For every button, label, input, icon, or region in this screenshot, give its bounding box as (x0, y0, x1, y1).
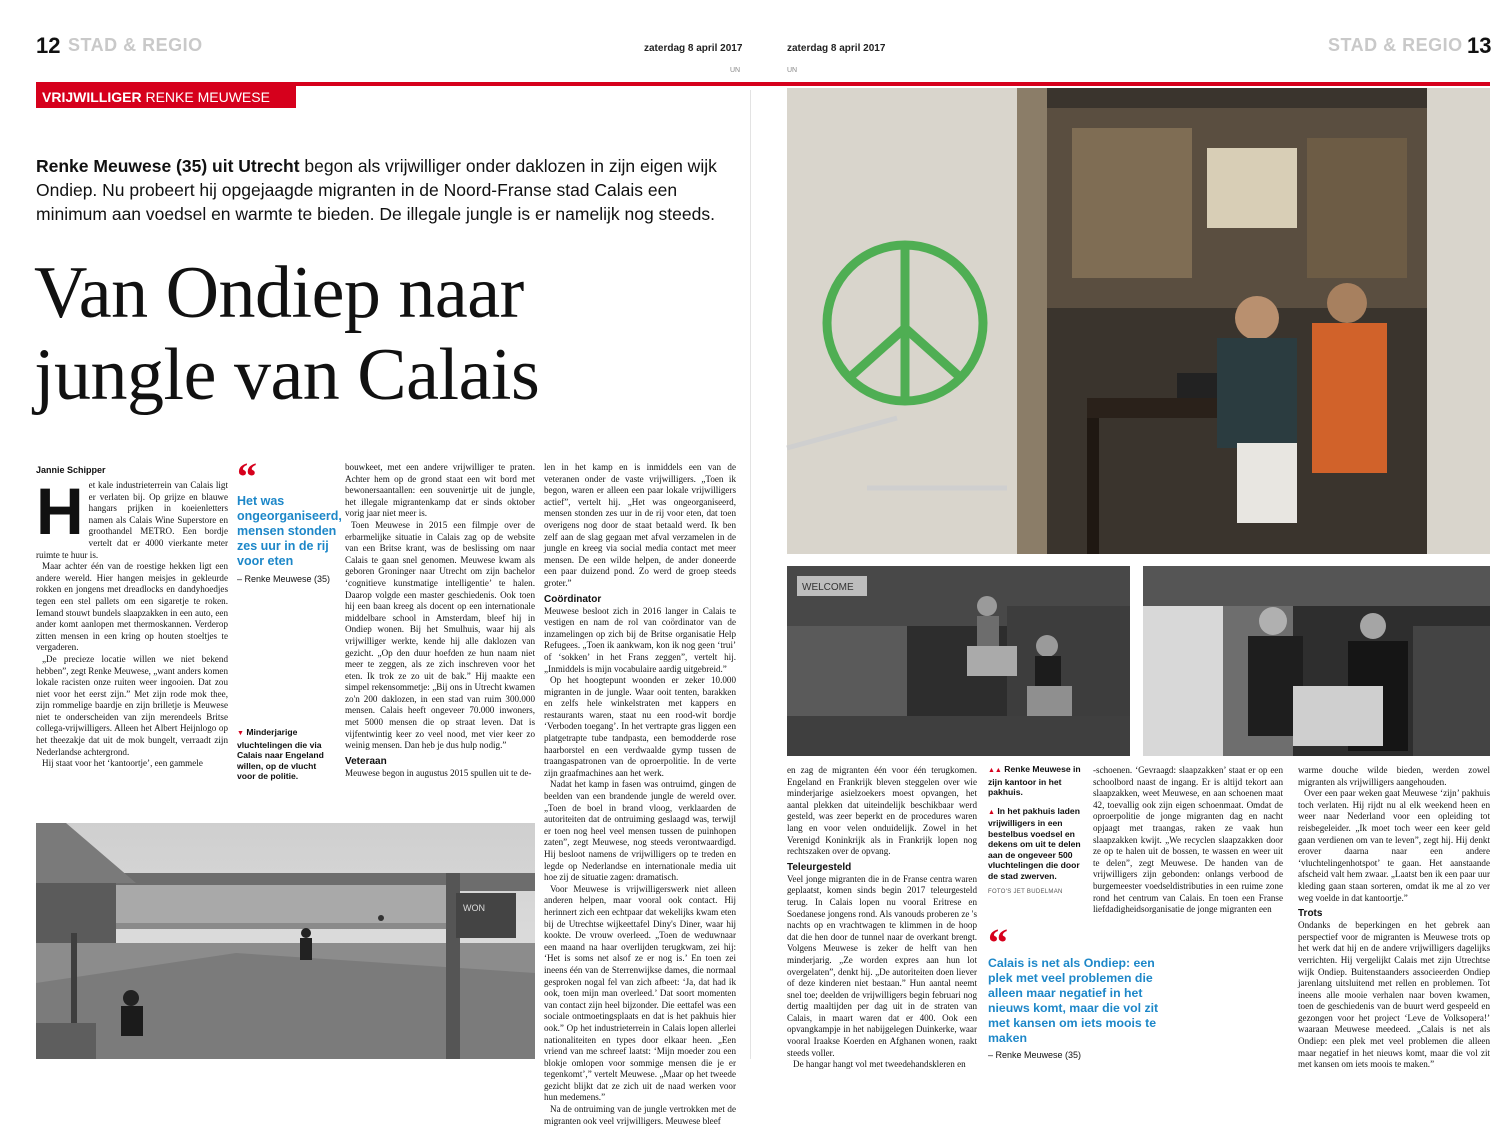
intro-lead: Renke Meuwese (35) uit Utrecht (36, 156, 300, 176)
paragraph: Veel jonge migranten die in de Franse centra waren geplaatst, komen sinds begin 2017 teleurgesteld terug. In Calais lopen nu vooral Eritrese en Soedanese jongens rond. Als vanouds proberen ze 's nachts op en vrachtwagen te klimmen in de hoop dat die hen door de tunnel naar de overkant brengt. Volgens Meuwese is zeker de helft van hen minderjarig. „Ze worden expres aan hun lot overgelaten”, denkt hij. „De autoriteiten doen liever of deze kinderen niet bestaan.” Hun aantal neemt snel toe; deelden de vrijwilligers begin februari nog dertig maaltijden per dag uit in de straten van Calais, in maart waren dat er 400. Ook een opvangkampje in het nabijgelegen Duinkerke, waar vooral Iraakse Koerden en Afghanen wonen, raakt steeds voller. (787, 873, 977, 1058)
center-fold (750, 90, 751, 1059)
paragraph: Over een paar weken gaat Meuwese ‘zijn’ pakhuis toch verlaten. Hij rijdt nu al elk weekend heen en weer naar Nederland voor een opleiding tot reisbegeleider. „Ik moet toch weer een keer geld gaan verdienen om van te leven”, zegt hij. Hij denkt erover daarna naar een andere ‘vluchtelingenhotspot’ te gaan. Het aanstaande afscheid valt hem zwaar. „Laatst ben ik een paar uur kleding gaan staan sorteren, omdat ik me al zo ver weg voelde in dat kantoortje.” (1298, 788, 1490, 903)
paragraph: „De precieze locatie willen we niet bekend hebben”, zegt Renke Meuwese, „want anders komen lokale racisten onze ruiten weer ingooien. Dat zou niet voor het eerst zijn.” Met zijn rode mok thee, zijn rommelige baardje en zijn brilletje is Meuwese niet te onderscheiden van zijn merendeels Britse collega-vrijwilligers. Alleen het Albert Heijnlogo op het theezakje dat uit de mok bungelt, verraadt zijn Nederlandse achtergrond. (36, 653, 228, 757)
triangle-up-icon: ▲ (988, 808, 995, 816)
triangle-up-icon: ▲▲ (988, 767, 1002, 774)
quote-mark-icon: “ (988, 920, 1008, 965)
welcome-sign-text: WELCOME (802, 582, 854, 593)
caption-warehouse: ▲ In het pakhuis laden vrijwilligers in een bestelbus voedsel en dekens om uit te delen aan de ongeveer 500 vluchtelingen die door de stad zwerven. (988, 805, 1081, 881)
subhead-veteraan: Veteraan (345, 755, 387, 767)
paragraph: Hij staat voor het ‘kantoortje’, een gammele (42, 758, 203, 769)
intro-body: begon als vrijwilliger onder daklozen in zijn eigen wijk Ondiep. Nu probeert hij opgejaagde migranten in de Noord-Franse stad Calais een minimum aan voedsel en warmte te bieden. De illegale jungle is er namelijk nog steeds. (36, 156, 717, 224)
pull-quote-attribution: – Renke Meuwese (35) (988, 1050, 1082, 1060)
photo-caption-left: ▼ Minderjarige vluchtelingen die via Calais naar Engeland willen, op de vlucht voor de politie. (237, 727, 324, 781)
byline: Jannie Schipper (36, 465, 106, 475)
article-column-4 (544, 462, 736, 1127)
paragraph: bouwkeet, met een andere vrijwilliger te praten. Achter hem op de grond staat een wit bord met bewonersaantallen: een souvenirtje uit de jungle, het illegale migrantenkamp dat er sinds oktober vorig jaar niet meer is. (345, 462, 535, 519)
truck-text: WON (463, 903, 485, 913)
paragraph: len in het kamp en is inmiddels een van de veteranen onder de vaste vrijwilligers. „Toen ik begon, waren er alleen een paar lokale vrijwilligers actief”, vertelt hij. „Het was ongeorganiseerd, mensen stonden zes uur in de rij voor eten, dat toen overigens nog door de staat betaald werd. Ik ben zelf aan de slag gegaan met afval verzamelen in de jungle en kreeg via social media contact met meer mensen. De een wilde helpen, de ander doneerde een paar duizend pond. Zo werd de groep steeds groter.” (544, 462, 736, 588)
paragraph: warme douche wilde bieden, werden zowel migranten als vrijwilligers aangehouden. (1298, 765, 1490, 787)
paragraph: Meuwese besloot zich in 2016 langer in Calais te vestigen en nam de rol van coördinator van de inzamelingen op zich bij de Britse organisatie Help Refugees. „Toen ik aankwam, kon ik nog geen ‘trui’ of ‘sokken’ in het Frans zeggen”, vertelt hij. „Inmiddels is mijn vocabulaire aardig uitgebreid.” (544, 605, 736, 674)
pull-quote-left (237, 454, 342, 585)
pull-quote-attribution: – Renke Meuwese (35) (237, 574, 331, 584)
banner-name: RENKE MEUWESE (145, 89, 270, 105)
section-title-right: STAD & REGIO (1328, 35, 1463, 55)
article-column-8 (1298, 765, 1490, 1071)
photo-warehouse-2 (1143, 566, 1490, 756)
page-number-right: 13 (1467, 33, 1492, 58)
paragraph: De hangar hangt vol met tweedehandskleren en (793, 1059, 966, 1070)
paragraph: Maar achter één van de roestige hekken ligt een andere wereld. Hier hangen meisjes in gekleurde rokken en jongens met dreadlocks en dandyhoedjes tegen een stel pallets om een sigaretje te roken. Iemand stouwt bundels slaapzakken in een auto, een ander komt aanlopen met thermoskannen. Verderop zitten mensen in een kring op houten stoeltjes te vergaderen. (36, 561, 228, 653)
paragraph: Op het hoogtepunt woonden er zeker 10.000 migranten in de jungle. Waar ooit tenten, barakken en zelfs hele winkelstraten met kappers en restaurants waren, staat nu een rood-wit bordje ‘Verboden toegang’. In het vertrapte gras liggen een platgetrapte tube tandpasta, een bemodderde rose haarborstel en een verdwaalde gymp tussen de traangaspatronen van de oproerpolitie. In de verte zijn graafmachines aan het werk. (544, 675, 736, 778)
page-date-left: zaterdag 8 april 2017 (644, 43, 743, 54)
photo-captions-right (988, 764, 1088, 895)
paper-mark-right: UN (787, 67, 798, 74)
drop-cap: H (36, 474, 84, 548)
article-column-5 (787, 765, 977, 1071)
paragraph: Toen Meuwese in 2015 een filmpje over de erbarmelijke situatie in Calais zag op de website van een Britse krant, was de beslissing om naar Calais te gaan snel genomen. Meuwese kwam als geboren Groninger naar Utrecht om zijn bachelor ‘cognitieve kunstmatige intelligentie’ te halen. Daarop volgde een master geschiedenis. Ook toen hij een baan kreeg als docent op een internationale middelbare school in Amsterdam, bleef hij in Ondiep wonen. Bij het Smulhuis, waar hij als vrijwilliger werkte, kende hij alle daklozen van gezicht. „Op den duur hoefden ze hun naam niet meer te zeggen, als ze zich inschreven voor het eten. Ik trok ze zo uit de bak.” Hij maakte een simpel rekensommetje: „Bij ons in Utrecht kwamen zo'n 200 daklozen, in een stad van ruim 300.000 mensen. Calais heeft ongeveer 70.000 inwoners, met 5000 mensen die op straat leven. Dat is vijfentwintig keer zo veel nood, met vier keer zo weinig mensen. Dan heb je dus hulp nodig.” (345, 519, 535, 751)
photo-warehouse-1 (787, 566, 1130, 756)
headline (34, 252, 734, 416)
article-column-7 (1093, 765, 1283, 916)
paragraph: en zag de migranten één voor één terugkomen. Engeland en Frankrijk bleven steggelen over wie minderjarige asielzoekers moest opvangen, het aantal plekken dat uiteindelijk beschikbaar werd gesteld, was zeer beperkt en de procedures waren lang en voor velen onduidelijk. Zowel in het Verenigd Koninkrijk als in Frankrijk lopen nog rechtszaken over de opvang. (787, 765, 977, 857)
headline-line-2: jungle van Calais (34, 334, 540, 416)
paper-mark-left: UN (730, 67, 741, 74)
pull-quote-text: Calais is net als Ondiep: een plek met veel problemen die alleen maar negatief in het nieuws komt, maar die vol zit met kansen om iets moois te maken (988, 956, 1159, 1045)
subhead-teleurgesteld: Teleurgesteld (787, 861, 852, 873)
intro-text (36, 154, 726, 226)
caption-office: ▲▲ Renke Meuwese in zijn kantoor in het pakhuis. (988, 764, 1081, 797)
quote-mark-icon: “ (237, 454, 257, 499)
banner-label: VRIJWILLIGER (42, 89, 142, 105)
pull-quote-right (988, 920, 1180, 1060)
pull-quote-text: Het was ongeorganiseerd, mensen stonden zes uur in de rij voor eten (237, 494, 342, 568)
section-banner (36, 86, 296, 108)
paragraph: Voor Meuwese is vrijwilligerswerk niet alleen anderen helpen, maar vooral ook contact. Hij herinnert zich een echtpaar dat wekelijks kwam eten bij de Utrechtse wijkeettafel Diny's Diner, waar hij kookte. De vrouw overleed. „Toen de weduwnaar een maand na haar overlijden terugkwam, zei hij: ‘Het is soms net alsof ze er nog is.’ En toen zei ineens één van de Sterrenwijkse dames, die normaal gesproken nogal fel van zich afbeet: ‘Ja, dat had ik ook, toen mijn man overleed.’ Dat soort momenten van contact zijn heel bijzonder. Die eettafel was een sociale ontmoetingsplaats en dat is het pakhuis hier ook.” Op het industrieterrein in Calais lopen allerlei nationaliteiten en types door elkaar heen. „Een vriend van me schreef laatst: ‘Mijn moeder zou een blokje omlopen voor sommige mensen die je er tegenkomt’,” vertelt Meuwese. „Maar op het tweede gezicht blijkt dat ze zich uit de naad werken voor hun medemens.” (544, 883, 736, 1103)
photo-office (787, 88, 1490, 554)
page-date-right: zaterdag 8 april 2017 (787, 43, 886, 54)
photo-credit: FOTO'S JET BUDELMAN (988, 889, 1063, 895)
paragraph: Ondanks de beperkingen en het gebrek aan perspectief voor de migranten is Meuwese trots op het werk dat hij en de andere vrijwilligers dagelijks verrichten. Hij vergelijkt Calais met zijn Utrechtse wijk Ondiep. Buitenstaanders associeerden Ondiep jarenlang uitsluitend met rellen en problemen. Tot ineens alle mooie verhalen naar boven kwamen, toen de geschiedenis van de buurt werd gespeeld en gezongen voor het project ‘Leve de Volksopera!’ waaraan Meuwese meedeed. „Calais is net als Ondiep: een plek met veel problemen die alleen maar negatief in het nieuws komt, maar die vol zit met kansen om iets moois te maken.” (1298, 920, 1490, 1070)
paragraph: -schoenen. ‘Gevraagd: slaapzakken’ staat er op een schoolbord naast de ingang. Er is altijd tekort aan slaapzakken, weet Meuwese, en aan schoenen maat 42, toevallig ook zijn eigen schoenmaat. Omdat de oproerpolitie de jonge migranten dag en nacht opjaagt met traangas, raken ze vaak hun slaapzakken kwijt. „We recyclen slaapzakken door ze op te halen uit de bossen, te wassen en weer uit te delen”, zegt Meuwese. De handen van de vrijwilligers zijn gebonden: onlangs verbood de burgemeester voedseldistributies in een ruime zone rond het centrum van Calais. En toen een Franse liefdadigheidsorganisatie de jonge migranten een (1093, 765, 1283, 915)
article-column-1 (36, 474, 228, 770)
article-column-3 (345, 462, 535, 779)
paragraph: et kale industrieterrein van Calais ligt er verlaten bij. Op grijze en blauwe hangars prijken in koeienletters namen als Calais Wine Superstore en groothandel METRO. Een bordje vertelt dat er 4000 vierkante meter ruimte te huur is. (36, 480, 228, 560)
paragraph: Meuwese begon in augustus 2015 spullen uit te de- (345, 767, 532, 778)
paragraph: Na de ontruiming van de jungle vertrokken met de migranten ook veel vrijwilligers. Meuwese bleef (544, 1104, 736, 1126)
headline-line-1: Van Ondiep naar (34, 252, 524, 334)
photo-industrial-area (36, 823, 535, 1059)
subhead-trots: Trots (1298, 908, 1323, 920)
subhead-coordinator: Coördinator (544, 593, 602, 605)
page-number-left: 12 (36, 33, 61, 58)
triangle-down-icon: ▼ (237, 730, 244, 737)
paragraph: Nadat het kamp in fasen was ontruimd, gingen de beelden van een brandende jungle de wereld over. „Toen de boel in brand vloog, verklaarden de autoriteiten dat de ontruiming geslaagd was, terwijl er toen nog heel veel mensen tussen de puinhopen zaten”, zegt Meuwese, nog steeds verontwaardigd. Hij besloot namens de vrijwilligers op te treden en legde op Nederlandse en internationale media uit hoe zij de situatie zagen: dramatisch. (544, 779, 736, 883)
section-title-left: STAD & REGIO (68, 35, 203, 55)
